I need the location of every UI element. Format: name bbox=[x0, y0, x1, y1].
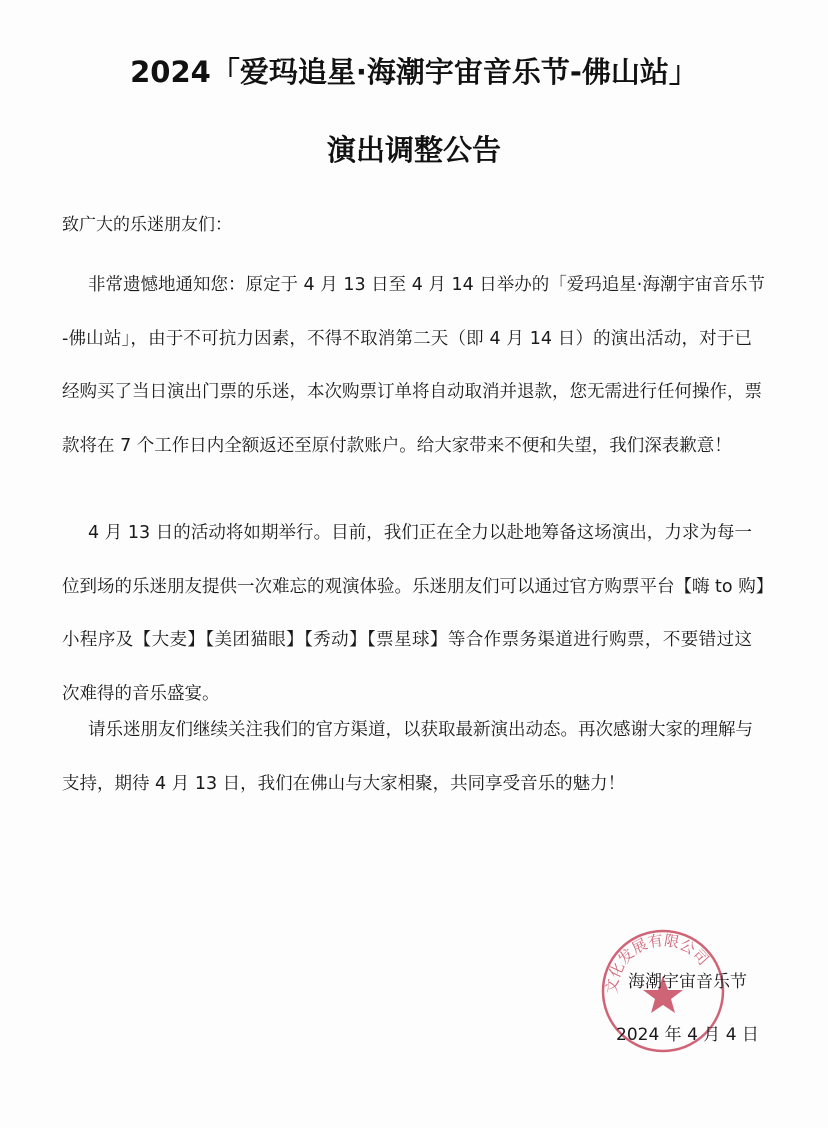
paragraph-cancellation bbox=[62, 273, 765, 487]
signature-organizer: 海潮宇宙音乐节 bbox=[628, 972, 747, 992]
paragraph-line: 支持，期待 4 月 13 日，我们在佛山与大家相聚，共同享受音乐的魅力！ bbox=[62, 773, 626, 794]
paragraph-line: 位到场的乐迷朋友提供一次难忘的观演体验。乐迷朋友们可以通过官方购票平台【嗨 to 购】 bbox=[62, 576, 774, 597]
paragraph-line: 经购买了当日演出门票的乐迷，本次购票订单将自动取消并退款，您无需进行任何操作，票 bbox=[62, 382, 762, 402]
paragraph-line: 非常遗憾地通知您：原定于 4 月 13 日至 4 月 14 日举办的「爱玛追星·海潮宇宙音乐节 bbox=[88, 275, 765, 295]
svg-text:文化发展有限公司: 文化发展有限公司 bbox=[602, 931, 713, 995]
paragraph-line: 请乐迷朋友们继续关注我们的官方渠道，以获取最新演出动态。再次感谢大家的理解与 bbox=[88, 720, 753, 740]
paragraph-ticketing bbox=[62, 521, 774, 735]
paragraph-line: 4 月 13 日的活动将如期举行。目前，我们正在全力以赴地筹备这场演出，力求为每一 bbox=[88, 523, 752, 543]
paragraph-line: -佛山站」，由于不可抗力因素，不得不取消第二天（即 4 月 14 日）的演出活动，对于已 bbox=[62, 328, 752, 349]
announcement-title: 2024「爱玛追星·海潮宇宙音乐节-佛山站」 bbox=[130, 55, 698, 89]
paragraph-line: 小程序及【大麦】【美团猫眼】【秀动】【票星球】等合作票务渠道进行购票，不要错过这 bbox=[62, 630, 752, 650]
paragraph-line: 次难得的音乐盛宴。 bbox=[62, 683, 220, 704]
announcement-subtitle: 演出调整公告 bbox=[326, 133, 501, 167]
announcement-date: 2024 年 4 月 4 日 bbox=[616, 1025, 759, 1045]
paragraph-line: 款将在 7 个工作日内全额返还至原付款账户。给大家带来不便和失望，我们深表歉意！ bbox=[62, 435, 732, 456]
salutation: 致广大的乐迷朋友们： bbox=[62, 215, 232, 235]
paragraph-closing bbox=[62, 718, 752, 825]
